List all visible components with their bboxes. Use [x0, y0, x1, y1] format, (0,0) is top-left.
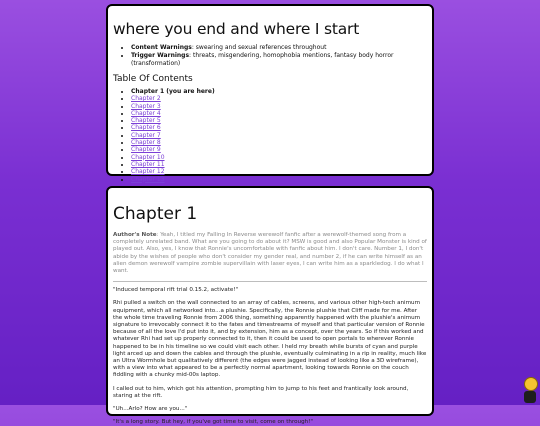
toc-item	[131, 168, 427, 175]
divider	[113, 281, 427, 282]
trigger-warnings: • Trigger Warnings: threats, misgendering, homophobia mentions, fantasy body horror (transformation)	[131, 52, 427, 68]
author-note-label: Author's Note	[113, 232, 157, 238]
toc-item	[131, 139, 427, 146]
toc-link-chapter-13[interactable]: Chapter 13	[131, 175, 165, 183]
toc-link-chapter-3[interactable]: Chapter 3	[131, 102, 161, 110]
toc-item	[131, 110, 427, 117]
chapter-title: Chapter 1	[113, 204, 198, 224]
toc-item	[131, 132, 427, 139]
settings-sun-icon[interactable]	[524, 377, 538, 391]
toc-link-chapter-10[interactable]: Chapter 10	[131, 153, 165, 161]
author-note-text: Yeah, I titled my Falling In Reverse werewolf fanfic after a werewolf-themed song from a completely unrelated band. What are you going to do about it? MSW is good and also Popular Monster is kind of played out. Also, yes, I know that Ronnie's uncomfortable with fanfic about him. I don't care. Number 1, I don't abide by the wishes of people who don't consider my gender real, and number 2, if he can write himself as an alien demon werewolf vampire zombie supervillain with laser eyes, I can write him as a sparkledog. I do what I want.	[113, 232, 427, 275]
toc-current-chapter: • Chapter 1 (you are here)	[131, 88, 427, 95]
content-warnings-text: swearing and sexual references throughout	[195, 44, 327, 51]
toc-item	[131, 117, 427, 124]
toc-item	[131, 161, 427, 168]
toc-link-chapter-2[interactable]: Chapter 2	[131, 95, 161, 103]
toc-item	[131, 124, 427, 131]
chapter-paragraph: I called out to him, which got his attention, prompting him to jump to his feet and frantically look around, staring at the rift.	[113, 385, 409, 399]
author-note: Author's Note: Yeah, I titled my Falling In Reverse werewolf fanfic after a werewolf-themed song from a completely unrelated band. What are you going to do about it? MSW is good and also Popular Monster is kind of played out. Also, yes, I know that Ronnie's uncomfortable with fanfic about him. I don't care. Number 1, I don't abide by the wishes of people who don't consider my gender real, and number 2, if he can write himself as an alien demon werewolf vampire zombie supervillain with laser eyes, I can write him as a sparkledog. I do what I want.	[113, 232, 427, 275]
toc-link-chapter-5[interactable]: Chapter 5	[131, 117, 161, 125]
toc-item	[131, 146, 427, 153]
toc-link-chapter-11[interactable]: Chapter 11	[131, 160, 165, 168]
content-warnings-label: Content Warnings	[131, 44, 192, 51]
toc-link-chapter-7[interactable]: Chapter 7	[131, 131, 161, 139]
toc-item	[131, 95, 427, 102]
chapter-paragraph: "Uh...Arlo? How are you..."	[113, 406, 188, 413]
chapter-card	[106, 186, 434, 426]
warnings-list	[113, 44, 427, 68]
work-header-card	[106, 4, 434, 183]
toc-item	[131, 103, 427, 110]
chapter-paragraph: "It's a long story. But hey, if you've got time to visit, come on through!"	[113, 419, 313, 426]
toc-link-chapter-8[interactable]: Chapter 8	[131, 139, 161, 147]
toc-link-chapter-6[interactable]: Chapter 6	[131, 124, 161, 132]
toc-link-chapter-9[interactable]: Chapter 9	[131, 146, 161, 154]
scroll-widget-icon[interactable]	[524, 391, 536, 403]
toc-item	[131, 154, 427, 161]
trigger-warnings-text: threats, misgendering, homophobia mentions, fantasy body horror (transformation)	[131, 52, 394, 67]
toc-link-chapter-4[interactable]: Chapter 4	[131, 109, 161, 117]
chapter-paragraph: "Induced temporal rift trial 0.15.2, activate!"	[113, 287, 239, 294]
toc-heading: Table Of Contents	[113, 74, 193, 84]
toc-link-chapter-12[interactable]: Chapter 12	[131, 168, 165, 176]
toc-item	[131, 176, 427, 183]
content-warnings: • Content Warnings: swearing and sexual references throughout	[131, 44, 427, 52]
trigger-warnings-label: Trigger Warnings	[131, 52, 190, 59]
work-title: where you end and where I start	[113, 20, 360, 38]
chapter-paragraph: Rhi pulled a switch on the wall connected to an array of cables, screens, and various other high-tech animum equipment, which all networked into...a plushie. Specifically, the Ronnie plushie that Cliff made for me. After the whole time traveling Ronnie from 2006 thing, something apparently happened with the plushie's animum signature to irrevocably connect it to the fates and timestreams of myself and that particular version of Ronnie because of all the love I'd put into it, and by extension, him as a concept, over the years. So if this worked and whatever Rhi had set up properly connected to it, then it could be used to open portals to wherever Ronnie happened to be in his timeline so we could visit each other. I held my breath while bursts of cyan and purple light arced up and down the cables and through the plushie, eventually culminating in a rip in reality, much like an Ultra Wormhole but qualitatively different (the edges were jagged instead of looking like a 3D wireframe), with a view into what appeared to be a perfectly normal apartment, looking towards Ronnie on the couch fiddling with a chunky mid-00s laptop.	[113, 300, 427, 379]
table-of-contents	[113, 88, 427, 183]
